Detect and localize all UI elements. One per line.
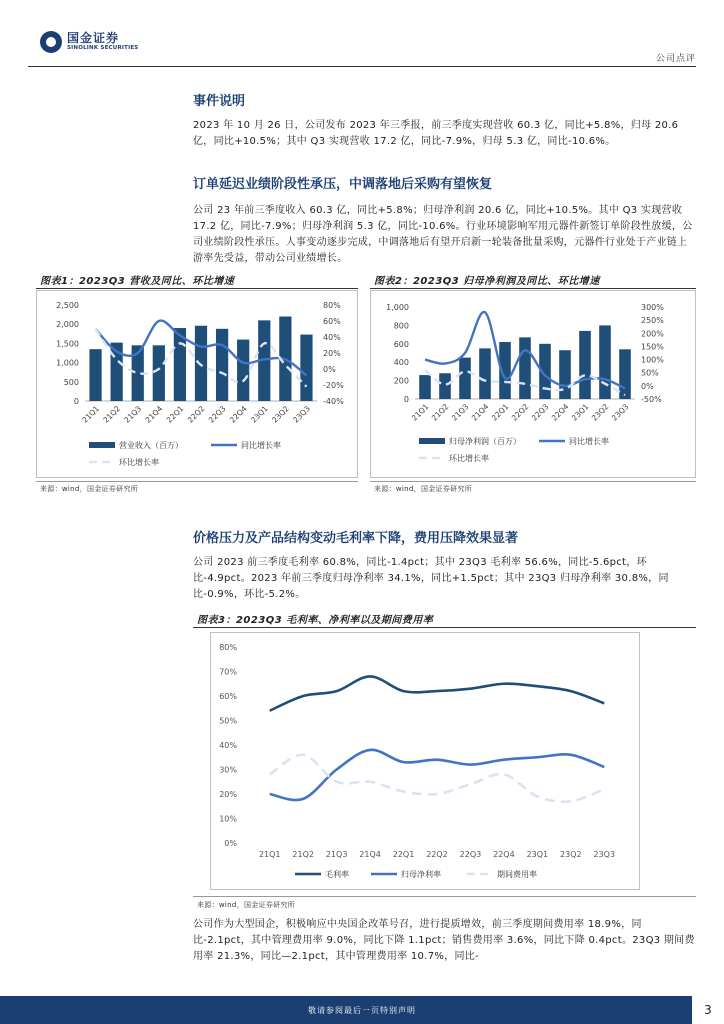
right-axis-tick: -20% — [323, 381, 344, 390]
x-axis-tick: 22Q2 — [509, 402, 531, 423]
bar — [153, 345, 165, 401]
section-title-event: 事件说明 — [193, 94, 246, 109]
left-axis-tick: 1,000 — [56, 358, 79, 368]
bar — [89, 349, 101, 401]
right-axis-tick: 100% — [641, 355, 664, 365]
legend-label: 归母净利率 — [401, 870, 441, 879]
legend-label: 环比增长率 — [449, 454, 489, 463]
left-axis-tick: 2,000 — [56, 320, 79, 330]
x-axis-tick: 21Q3 — [449, 402, 471, 423]
chart2-svg — [371, 291, 695, 477]
figure1-source-rule — [36, 481, 358, 482]
right-axis-tick: 60% — [323, 317, 341, 326]
x-axis-tick: 23Q3 — [593, 850, 616, 859]
figure2-rule — [370, 288, 696, 289]
bar — [579, 331, 591, 399]
y-axis-tick: 80% — [219, 643, 237, 652]
left-axis-tick: 1,500 — [56, 339, 79, 349]
bar — [479, 348, 491, 399]
x-axis-tick: 23Q3 — [291, 404, 312, 425]
bar — [419, 375, 431, 399]
left-axis-tick: 1,000 — [386, 303, 409, 312]
right-axis-tick: 0% — [641, 381, 654, 391]
x-axis-tick: 21Q2 — [429, 402, 451, 423]
page-number: 3 — [692, 996, 724, 1024]
section-body-margin: 公司 2023 前三季度毛利率 60.8%，同比-1.4pct；其中 23Q3 毛利率 56.6%，同比-5.6pct，环比-4.9pct。2023 年前三季度归母净利率 34.1%，同比+1.5pct；其中 23Q3 归母净利率 30.8%，同比-0.9%，环比-5.2%。 — [193, 557, 669, 600]
y-axis-tick: 30% — [219, 765, 237, 775]
x-axis-tick: 21Q1 — [409, 402, 431, 423]
y-axis-tick: 50% — [219, 716, 237, 726]
x-axis-tick: 21Q3 — [325, 850, 348, 859]
legend-label: 同比增长率 — [241, 441, 281, 450]
bar — [195, 326, 207, 401]
legend-label: 归母净利润（百万） — [449, 437, 521, 446]
x-axis-tick: 22Q2 — [426, 850, 448, 859]
x-axis-tick: 23Q3 — [609, 402, 631, 423]
figure3-title: 图表3：2023Q3 毛利率、净利率以及期间费用率 — [197, 615, 434, 626]
x-axis-tick: 22Q3 — [459, 850, 482, 859]
figure1-source: 来源：wind，国金证券研究所 — [40, 485, 139, 493]
x-axis-tick: 22Q1 — [489, 402, 511, 423]
figure1-title: 图表1：2023Q3 营收及同比、环比增速 — [40, 276, 235, 287]
section-body-event: 2023 年 10 月 26 日，公司发布 2023 年三季报，前三季度实现营收 60.3 亿，同比+5.8%，归母 20.6 亿，同比+10.5%；其中 Q3 实现营收 17.2 亿，同比-7.9%，归母 5.3 亿，同比-10.6%。 — [193, 120, 679, 147]
figure1-rule — [36, 288, 358, 289]
x-axis-tick: 21Q3 — [122, 404, 144, 425]
right-axis-tick: 20% — [323, 349, 341, 358]
x-axis-tick: 22Q1 — [392, 850, 415, 859]
bar — [459, 358, 471, 399]
left-axis-tick: 0 — [403, 395, 409, 404]
section-body-orders: 公司 23 年前三季度收入 60.3 亿，同比+5.8%；归母净利润 20.6 亿，同比+10.5%。其中 Q3 实现营收 17.2 亿，同比-7.9%；归母净利润 5.3 亿，同比-10.6%。行业环境影响军用元器件新签订单阶段性放缓，公司业绩阶段性承压。人事变动逐步完成，中调落地后有望开启新一轮装备批量采购，元器件行业处于产业链上游率先受益，带动公司业绩增长。 — [193, 205, 693, 264]
bar — [599, 325, 611, 399]
legend-label: 营业收入（百万） — [119, 441, 183, 450]
bar — [237, 340, 249, 401]
right-axis-tick: 250% — [641, 316, 664, 326]
x-axis-tick: 21Q4 — [359, 850, 381, 859]
legend-label: 期间费用率 — [497, 870, 537, 879]
figure2-source-rule — [370, 481, 696, 482]
y-axis-tick: 40% — [219, 741, 237, 750]
x-axis-tick: 23Q2 — [589, 402, 611, 423]
figure3-source-rule — [193, 896, 696, 897]
gross-margin-line — [270, 676, 605, 710]
figure2-title: 图表2：2023Q3 归母净利润及同比、环比增速 — [374, 276, 600, 287]
left-axis-tick: 600 — [393, 339, 409, 349]
expense-ratio-line — [270, 755, 605, 802]
x-axis-tick: 21Q1 — [80, 404, 101, 425]
bar — [619, 349, 631, 399]
right-axis-tick: -50% — [641, 395, 662, 404]
right-axis-tick: 40% — [323, 333, 341, 342]
bar — [300, 335, 312, 401]
legend-swatch-bar — [419, 438, 445, 444]
left-axis-tick: 800 — [393, 321, 409, 331]
x-axis-tick: 22Q3 — [529, 402, 551, 423]
x-axis-tick: 23Q2 — [270, 404, 291, 425]
x-axis-tick: 22Q1 — [164, 404, 186, 425]
left-axis-tick: 2,500 — [56, 301, 79, 310]
section-body-expense: 公司作为大型国企，积极响应中央国企改革号召，进行提质增效，前三季度期间费用率 18.9%，同比-2.1pct，其中管理费用率 9.0%，同比下降 1.1pct；销售费用率 3.6%，同比下降 0.4pct。23Q3 期间费用率 21.3%，同比—2.1pct，其中管理费用率 10.7%，同比- — [193, 919, 695, 962]
x-axis-tick: 22Q2 — [185, 404, 207, 425]
right-axis-tick: 50% — [641, 368, 659, 378]
right-axis-tick: 300% — [641, 303, 664, 312]
left-axis-tick: 500 — [63, 377, 79, 387]
figure2-chart — [370, 290, 696, 478]
x-axis-tick: 22Q4 — [227, 404, 249, 425]
x-axis-tick: 23Q2 — [560, 850, 582, 859]
logo-name-cn: 国金证券 — [67, 31, 120, 45]
x-axis-tick: 23Q1 — [569, 402, 591, 423]
chart3-svg — [211, 633, 639, 889]
legend-label: 毛利率 — [325, 870, 349, 879]
report-type: 公司点评 — [655, 54, 696, 64]
figure3-rule — [193, 627, 696, 628]
y-axis-tick: 10% — [219, 814, 237, 824]
figure3-source: 来源：wind，国金证券研究所 — [197, 901, 296, 909]
logo-name-en: SINOLINK SECURITIES — [67, 45, 139, 51]
x-axis-tick: 21Q4 — [143, 404, 165, 425]
figure3-chart — [210, 632, 640, 890]
bar — [439, 373, 451, 399]
left-axis-tick: 200 — [393, 376, 409, 386]
right-axis-tick: 80% — [323, 301, 341, 310]
chart1-svg — [37, 291, 357, 477]
x-axis-tick: 22Q4 — [549, 402, 571, 423]
logo-icon — [40, 31, 62, 53]
legend-swatch-bar — [89, 442, 115, 448]
x-axis-tick: 21Q4 — [469, 402, 491, 423]
left-axis-tick: 400 — [393, 358, 409, 368]
right-axis-tick: 150% — [641, 342, 664, 352]
x-axis-tick: 22Q4 — [493, 850, 515, 859]
figure2-source: 来源：wind，国金证券研究所 — [374, 485, 473, 493]
net-margin-line — [270, 750, 605, 800]
y-axis-tick: 70% — [219, 667, 237, 677]
x-axis-tick: 21Q1 — [258, 850, 281, 859]
right-axis-tick: -40% — [323, 397, 344, 406]
bar — [519, 337, 531, 399]
section-title-margin: 价格压力及产品结构变动毛利率下降，费用压降效果显著 — [193, 531, 519, 546]
right-axis-tick: 0% — [323, 365, 336, 374]
x-axis-tick: 23Q1 — [526, 850, 549, 859]
y-axis-tick: 20% — [219, 790, 237, 799]
header-divider — [28, 66, 696, 67]
legend-label: 同比增长率 — [569, 437, 609, 446]
x-axis-tick: 21Q2 — [292, 850, 314, 859]
company-logo — [40, 31, 138, 53]
y-axis-tick: 0% — [224, 839, 237, 848]
left-axis-tick: 0 — [73, 397, 79, 406]
legend-label: 环比增长率 — [119, 458, 159, 467]
right-axis-tick: 200% — [641, 329, 664, 339]
footer-disclaimer[interactable]: 敬请参阅最后一页特别声明 — [308, 1006, 416, 1015]
section-title-orders: 订单延迟业绩阶段性承压，中调落地后采购有望恢复 — [193, 177, 493, 192]
x-axis-tick: 22Q3 — [206, 404, 228, 425]
bar — [216, 329, 228, 401]
bar — [559, 350, 571, 399]
x-axis-tick: 23Q1 — [249, 404, 270, 425]
figure1-chart — [36, 290, 358, 478]
x-axis-tick: 21Q2 — [101, 404, 123, 425]
y-axis-tick: 60% — [219, 692, 237, 701]
